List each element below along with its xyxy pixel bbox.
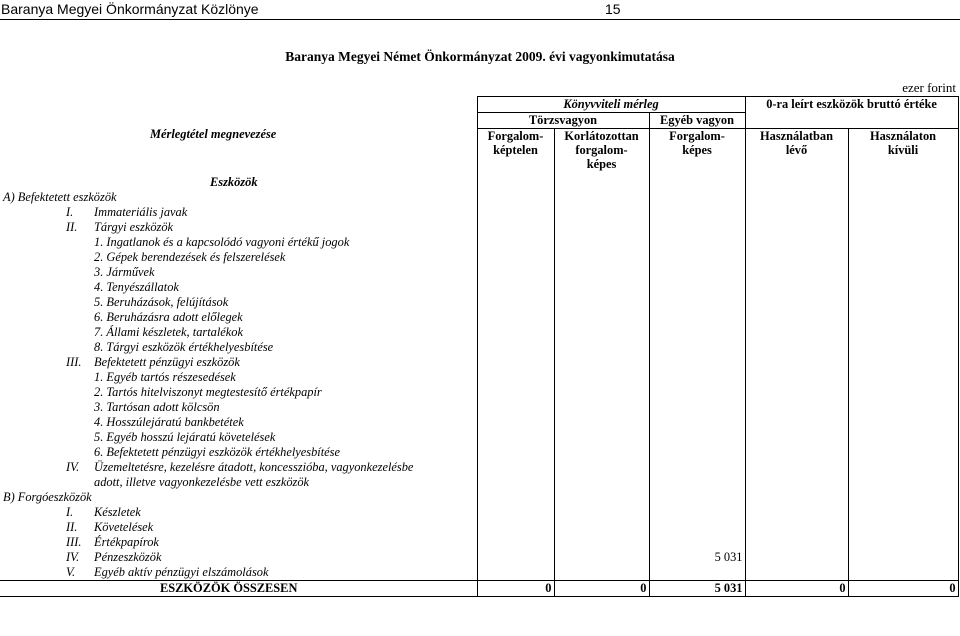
table-row <box>0 505 958 520</box>
row-value <box>649 460 745 475</box>
row-value <box>477 505 554 520</box>
asset-table <box>0 96 959 597</box>
table-row <box>0 205 958 220</box>
row-value <box>649 205 745 220</box>
row-value <box>649 520 745 535</box>
nontradeable-header: Forgalom- képtelen <box>477 129 554 176</box>
row-label <box>0 370 477 385</box>
row-value <box>554 250 649 265</box>
row-value <box>745 415 848 430</box>
row-label <box>0 295 477 310</box>
column-name-text: Mérlegtétel megnevezése <box>150 126 277 141</box>
row-label-text: Készletek <box>94 505 141 519</box>
row-value <box>477 565 554 581</box>
row-label-text: Üzemeltetésre, kezelésre átadott, koncesszióba, vagyonkezelésbe <box>94 460 414 474</box>
book-header: Könyvviteli mérleg <box>477 97 745 113</box>
in-use-header: Használatban lévő <box>745 129 848 176</box>
row-value <box>554 550 649 565</box>
total-value: 0 <box>848 581 958 597</box>
row-number: V. <box>66 565 76 579</box>
row-value <box>649 400 745 415</box>
row-value <box>554 400 649 415</box>
row-value <box>477 385 554 400</box>
row-label <box>0 400 477 415</box>
row-value <box>649 355 745 370</box>
row-number: II. <box>66 220 78 234</box>
core-header: Törzsvagyon <box>477 113 649 129</box>
row-value <box>649 235 745 250</box>
row-value <box>554 355 649 370</box>
row-value <box>649 565 745 581</box>
row-value <box>477 430 554 445</box>
row-value <box>477 205 554 220</box>
row-value <box>554 475 649 490</box>
row-value <box>848 220 958 235</box>
row-value <box>848 490 958 505</box>
row-value <box>848 505 958 520</box>
total-value: 0 <box>745 581 848 597</box>
row-value <box>649 310 745 325</box>
header-row-1 <box>0 97 958 113</box>
publication-name: Baranya Megyei Önkormányzat Közlönye <box>1 1 259 17</box>
row-value <box>554 445 649 460</box>
row-value <box>554 505 649 520</box>
row-label <box>0 190 477 205</box>
row-label-text: 6. Befektetett pénzügyi eszközök értékhelyesbítése <box>94 445 340 459</box>
table-row <box>0 460 958 475</box>
row-label <box>0 565 477 581</box>
row-value <box>477 310 554 325</box>
row-label-text: 5. Beruházások, felújítások <box>94 295 229 309</box>
row-value <box>477 475 554 490</box>
row-value <box>477 235 554 250</box>
row-value <box>745 565 848 581</box>
table-row <box>0 280 958 295</box>
row-label-text: Pénzeszközök <box>94 550 162 564</box>
row-value <box>848 385 958 400</box>
row-label <box>0 310 477 325</box>
row-label <box>0 265 477 280</box>
row-value <box>745 460 848 475</box>
row-value <box>649 535 745 550</box>
row-value <box>477 265 554 280</box>
row-value <box>848 355 958 370</box>
table-row <box>0 190 958 205</box>
row-value <box>848 190 958 205</box>
total-row <box>0 581 958 597</box>
row-value <box>477 340 554 355</box>
row-value <box>745 370 848 385</box>
table-row <box>0 355 958 370</box>
total-value: 5 031 <box>649 581 745 597</box>
row-value <box>745 190 848 205</box>
row-label <box>0 475 477 490</box>
total-label: ESZKÖZÖK ÖSSZESEN <box>0 581 477 597</box>
row-value <box>477 220 554 235</box>
row-value <box>477 355 554 370</box>
row-value <box>848 460 958 475</box>
row-value <box>649 490 745 505</box>
row-label <box>0 250 477 265</box>
row-value <box>554 340 649 355</box>
row-value <box>848 565 958 581</box>
column-name-header <box>0 97 477 176</box>
row-value <box>745 445 848 460</box>
table-row <box>0 400 958 415</box>
row-value <box>649 250 745 265</box>
row-value <box>554 520 649 535</box>
table-row <box>0 220 958 235</box>
row-value <box>745 550 848 565</box>
row-label <box>0 235 477 250</box>
row-value <box>848 550 958 565</box>
row-value <box>477 295 554 310</box>
row-label-text: 5. Egyéb hosszú lejáratú követelések <box>94 430 276 444</box>
row-value <box>649 340 745 355</box>
row-label-text: Értékpapírok <box>94 535 159 549</box>
table-row <box>0 490 958 505</box>
row-label-text: Követelések <box>94 520 154 534</box>
row-value <box>649 505 745 520</box>
row-value <box>745 265 848 280</box>
row-value <box>554 385 649 400</box>
row-value <box>554 490 649 505</box>
row-value <box>477 550 554 565</box>
row-value <box>649 385 745 400</box>
row-value <box>848 235 958 250</box>
row-value <box>554 430 649 445</box>
row-value <box>477 325 554 340</box>
row-value <box>745 475 848 490</box>
row-value <box>477 190 554 205</box>
row-label-text: 1. Ingatlanok és a kapcsolódó vagyoni értékű jogok <box>94 235 350 249</box>
row-value <box>554 205 649 220</box>
row-value <box>848 250 958 265</box>
row-label <box>0 220 477 235</box>
page-number: 15 <box>605 1 621 17</box>
table-row <box>0 565 958 581</box>
row-value <box>554 235 649 250</box>
row-value <box>848 535 958 550</box>
row-value <box>554 535 649 550</box>
row-value <box>745 220 848 235</box>
table-row <box>0 325 958 340</box>
row-label-text: A) Befektetett eszközök <box>3 190 117 204</box>
row-label <box>0 505 477 520</box>
unit-label: ezer forint <box>902 80 956 95</box>
row-label-text: Immateriális javak <box>94 205 188 219</box>
table-row <box>0 310 958 325</box>
row-value <box>649 475 745 490</box>
row-value <box>745 295 848 310</box>
row-value <box>477 460 554 475</box>
row-value <box>554 295 649 310</box>
row-value <box>649 280 745 295</box>
assets-label-row <box>0 175 958 190</box>
row-label-text: Tárgyi eszközök <box>94 220 174 234</box>
row-value <box>477 250 554 265</box>
row-value <box>477 280 554 295</box>
document-title: Baranya Megyei Német Önkormányzat 2009. évi vagyonkimutatása <box>285 49 675 64</box>
row-value <box>477 445 554 460</box>
row-label <box>0 490 477 505</box>
row-value <box>554 220 649 235</box>
row-number: I. <box>66 505 74 519</box>
row-label <box>0 460 477 475</box>
table-row <box>0 550 958 565</box>
row-value <box>554 310 649 325</box>
row-value <box>848 400 958 415</box>
total-value: 0 <box>554 581 649 597</box>
row-value <box>554 565 649 581</box>
row-value <box>554 415 649 430</box>
row-value <box>848 310 958 325</box>
row-value <box>745 325 848 340</box>
row-value <box>649 370 745 385</box>
table-row <box>0 430 958 445</box>
row-value <box>745 385 848 400</box>
row-value <box>848 520 958 535</box>
table-row <box>0 250 958 265</box>
table-row <box>0 415 958 430</box>
row-label-text: 8. Tárgyi eszközök értékhelyesbítése <box>94 340 274 354</box>
row-label-text: Egyéb aktív pénzügyi elszámolások <box>94 565 269 579</box>
row-value <box>477 415 554 430</box>
row-number: IV. <box>66 460 80 474</box>
row-label <box>0 280 477 295</box>
row-label-text: 3. Járművek <box>94 265 155 279</box>
row-value <box>848 325 958 340</box>
row-value <box>477 520 554 535</box>
row-value <box>848 340 958 355</box>
row-value <box>745 520 848 535</box>
row-label-text: 6. Beruházásra adott előlegek <box>94 310 243 324</box>
row-value <box>745 205 848 220</box>
row-value <box>477 535 554 550</box>
row-value <box>745 490 848 505</box>
row-value <box>649 190 745 205</box>
row-value <box>649 220 745 235</box>
assets-label <box>0 175 477 190</box>
row-value <box>848 205 958 220</box>
row-value <box>649 325 745 340</box>
row-value <box>745 535 848 550</box>
row-value <box>848 415 958 430</box>
row-value <box>848 295 958 310</box>
row-value <box>477 400 554 415</box>
row-value <box>554 265 649 280</box>
row-label-text: B) Forgóeszközök <box>3 490 92 504</box>
total-value: 0 <box>477 581 554 597</box>
row-label-text: 2. Tartós hitelviszonyt megtestesítő értékpapír <box>94 385 322 399</box>
row-value: 5 031 <box>649 550 745 565</box>
row-label <box>0 415 477 430</box>
other-header: Egyéb vagyon <box>649 113 745 129</box>
table-row <box>0 535 958 550</box>
row-value <box>848 475 958 490</box>
row-number: IV. <box>66 550 80 564</box>
row-label <box>0 355 477 370</box>
row-value <box>554 460 649 475</box>
tradeable-header: Forgalom- képes <box>649 129 745 176</box>
row-value <box>848 280 958 295</box>
writeoff-header: 0-ra leírt eszközök bruttó értéke <box>745 97 958 129</box>
row-value <box>477 370 554 385</box>
row-label <box>0 205 477 220</box>
row-number: III. <box>66 535 82 549</box>
row-value <box>649 265 745 280</box>
row-label-text: 4. Hosszúlejáratú bankbetétek <box>94 415 244 429</box>
row-value <box>554 325 649 340</box>
row-label <box>0 520 477 535</box>
row-value <box>649 295 745 310</box>
table-row <box>0 385 958 400</box>
table-row <box>0 295 958 310</box>
row-label <box>0 445 477 460</box>
row-value <box>745 250 848 265</box>
row-label <box>0 325 477 340</box>
row-number: II. <box>66 520 78 534</box>
table-row <box>0 340 958 355</box>
row-label-text: 2. Gépek berendezések és felszerelések <box>94 250 286 264</box>
row-label <box>0 550 477 565</box>
limited-header: Korlátozottan forgalom- képes <box>554 129 649 176</box>
row-label <box>0 430 477 445</box>
table-row <box>0 475 958 490</box>
row-value <box>477 490 554 505</box>
table-row <box>0 370 958 385</box>
row-number: III. <box>66 355 82 369</box>
out-use-header: Használaton kívüli <box>848 129 958 176</box>
row-value <box>649 430 745 445</box>
row-value <box>649 415 745 430</box>
table-row <box>0 445 958 460</box>
row-label <box>0 385 477 400</box>
row-number: I. <box>66 205 74 219</box>
row-value <box>554 370 649 385</box>
row-value <box>848 370 958 385</box>
table-row <box>0 235 958 250</box>
row-label-text: adott, illetve vagyonkezelésbe vett eszközök <box>94 475 310 489</box>
row-value <box>745 340 848 355</box>
row-value <box>745 280 848 295</box>
row-label <box>0 535 477 550</box>
row-value <box>745 235 848 250</box>
row-label-text: 1. Egyéb tartós részesedések <box>94 370 236 384</box>
row-value <box>745 430 848 445</box>
assets-label-text: Eszközök <box>210 175 258 189</box>
row-value <box>848 265 958 280</box>
row-value <box>848 445 958 460</box>
row-value <box>848 430 958 445</box>
row-value <box>745 505 848 520</box>
row-value <box>554 190 649 205</box>
row-value <box>745 355 848 370</box>
row-label-text: 7. Állami készletek, tartalékok <box>94 325 243 339</box>
row-label <box>0 340 477 355</box>
row-label-text: Befektetett pénzügyi eszközök <box>94 355 240 369</box>
table-row <box>0 520 958 535</box>
row-label-text: 3. Tartósan adott kölcsön <box>94 400 220 414</box>
page-header <box>0 0 960 20</box>
row-value <box>554 280 649 295</box>
row-value <box>649 445 745 460</box>
row-label-text: 4. Tenyészállatok <box>94 280 179 294</box>
table-row <box>0 265 958 280</box>
row-value <box>745 310 848 325</box>
row-value <box>745 400 848 415</box>
